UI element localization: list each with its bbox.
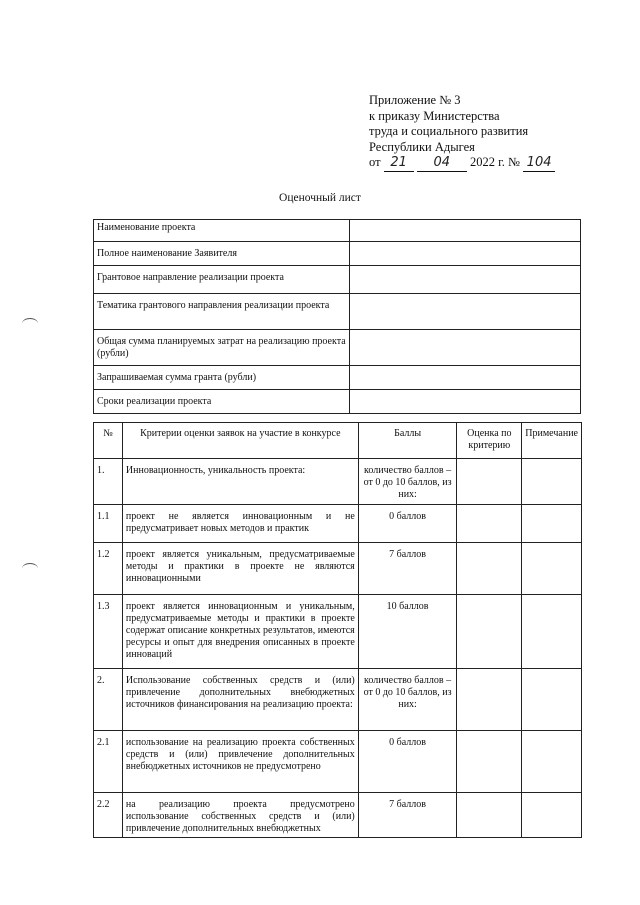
info-label: Общая сумма планируемых затрат на реализацию проекта (рубли) — [94, 330, 350, 366]
column-header-criteria: Критерии оценки заявок на участие в конкурсе — [122, 423, 358, 459]
ministry-line: труда и социального развития — [369, 124, 529, 138]
info-value-cell — [349, 390, 580, 414]
table-row — [94, 505, 582, 543]
criterion-text: использование на реализацию проекта собственных средств и (или) привлечение дополнительных внебюджетных источников не предусмотрено — [122, 731, 358, 793]
criterion-number: 1.2 — [94, 543, 123, 595]
note-cell — [522, 595, 582, 669]
note-cell — [522, 731, 582, 793]
info-value-cell — [349, 266, 580, 294]
republic-line: Республики Адыгея — [369, 139, 475, 154]
table-row — [94, 266, 581, 294]
document-title: Оценочный лист — [279, 192, 361, 204]
criterion-number: 1.3 — [94, 595, 123, 669]
evaluation-cell — [457, 595, 522, 669]
info-label: Наименование проекта — [94, 220, 350, 242]
info-label: Тематика грантового направления реализации проекта — [94, 294, 350, 330]
date-prefix: от — [369, 155, 381, 169]
hole-punch-mark — [22, 318, 38, 329]
criterion-number: 1.1 — [94, 505, 123, 543]
criterion-points: 7 баллов — [358, 543, 457, 595]
table-row — [94, 669, 582, 731]
info-value-cell — [349, 242, 580, 266]
table-row — [94, 242, 581, 266]
criterion-number: 2. — [94, 669, 123, 731]
note-cell — [522, 793, 582, 838]
order-line: к приказу Министерства — [369, 108, 500, 123]
info-label: Полное наименование Заявителя — [94, 242, 350, 266]
info-label: Сроки реализации проекта — [94, 390, 350, 414]
evaluation-cell — [457, 669, 522, 731]
note-cell — [522, 459, 582, 505]
criterion-points: количество баллов – от 0 до 10 баллов, из них: — [358, 459, 457, 505]
note-cell — [522, 669, 582, 731]
note-cell — [522, 543, 582, 595]
handwritten-order-number: 104 — [523, 155, 555, 172]
table-row — [94, 731, 582, 793]
info-label: Запрашиваемая сумма гранта (рубли) — [94, 366, 350, 390]
handwritten-month: 04 — [417, 155, 467, 172]
evaluation-cell — [457, 459, 522, 505]
table-row — [94, 459, 582, 505]
handwritten-day: 21 — [384, 155, 414, 172]
criterion-text: на реализацию проекта предусмотрено использование собственных средств и (или) привлечение дополнительных внебюджетных — [122, 793, 358, 838]
criteria-table — [93, 422, 582, 838]
criterion-points: количество баллов – от 0 до 10 баллов, из них: — [358, 669, 457, 731]
criterion-text: Инновационность, уникальность проекта: — [122, 459, 358, 505]
criterion-text: Использование собственных средств и (или) привлечение дополнительных внебюджетных источников финансирования на реализацию проекта: — [122, 669, 358, 731]
table-row — [94, 330, 581, 366]
criterion-text: проект является уникальным, предусматриваемые методы и практики в проекте не являются инновационными — [122, 543, 358, 595]
column-header-number: № — [94, 423, 123, 459]
criterion-points: 7 баллов — [358, 793, 457, 838]
criterion-number: 2.1 — [94, 731, 123, 793]
evaluation-cell — [457, 505, 522, 543]
info-value-cell — [349, 294, 580, 330]
evaluation-cell — [457, 793, 522, 838]
criterion-text: проект является инновационным и уникальным, предусматриваемые методы и практики в проекте содержат описание конкретных результатов, имеются ресурсы и опыт для внедрения описанных в проекте инноваций — [122, 595, 358, 669]
evaluation-cell — [457, 543, 522, 595]
criterion-points: 0 баллов — [358, 505, 457, 543]
table-row — [94, 294, 581, 330]
table-row — [94, 793, 582, 838]
criterion-points: 10 баллов — [358, 595, 457, 669]
appendix-title: Приложение № 3 — [369, 93, 461, 107]
note-cell — [522, 505, 582, 543]
table-row — [94, 390, 581, 414]
hole-punch-mark — [22, 563, 38, 574]
appendix-header — [369, 93, 619, 172]
criterion-points: 0 баллов — [358, 731, 457, 793]
table-row — [94, 543, 582, 595]
project-info-table — [93, 219, 581, 414]
order-date-line — [369, 155, 619, 172]
table-row — [94, 220, 581, 242]
column-header-evaluation: Оценка по критерию — [457, 423, 522, 459]
criterion-number: 2.2 — [94, 793, 123, 838]
criterion-number: 1. — [94, 459, 123, 505]
criterion-text: проект не является инновационным и не предусматривает новых методов и практик — [122, 505, 358, 543]
column-header-note: Примечание — [522, 423, 582, 459]
info-value-cell — [349, 330, 580, 366]
table-row — [94, 595, 582, 669]
info-value-cell — [349, 220, 580, 242]
info-label: Грантовое направление реализации проекта — [94, 266, 350, 294]
table-row — [94, 366, 581, 390]
table-header-row — [94, 423, 582, 459]
year-text: 2022 г. № — [469, 155, 520, 169]
info-value-cell — [349, 366, 580, 390]
evaluation-cell — [457, 731, 522, 793]
column-header-points: Баллы — [358, 423, 457, 459]
